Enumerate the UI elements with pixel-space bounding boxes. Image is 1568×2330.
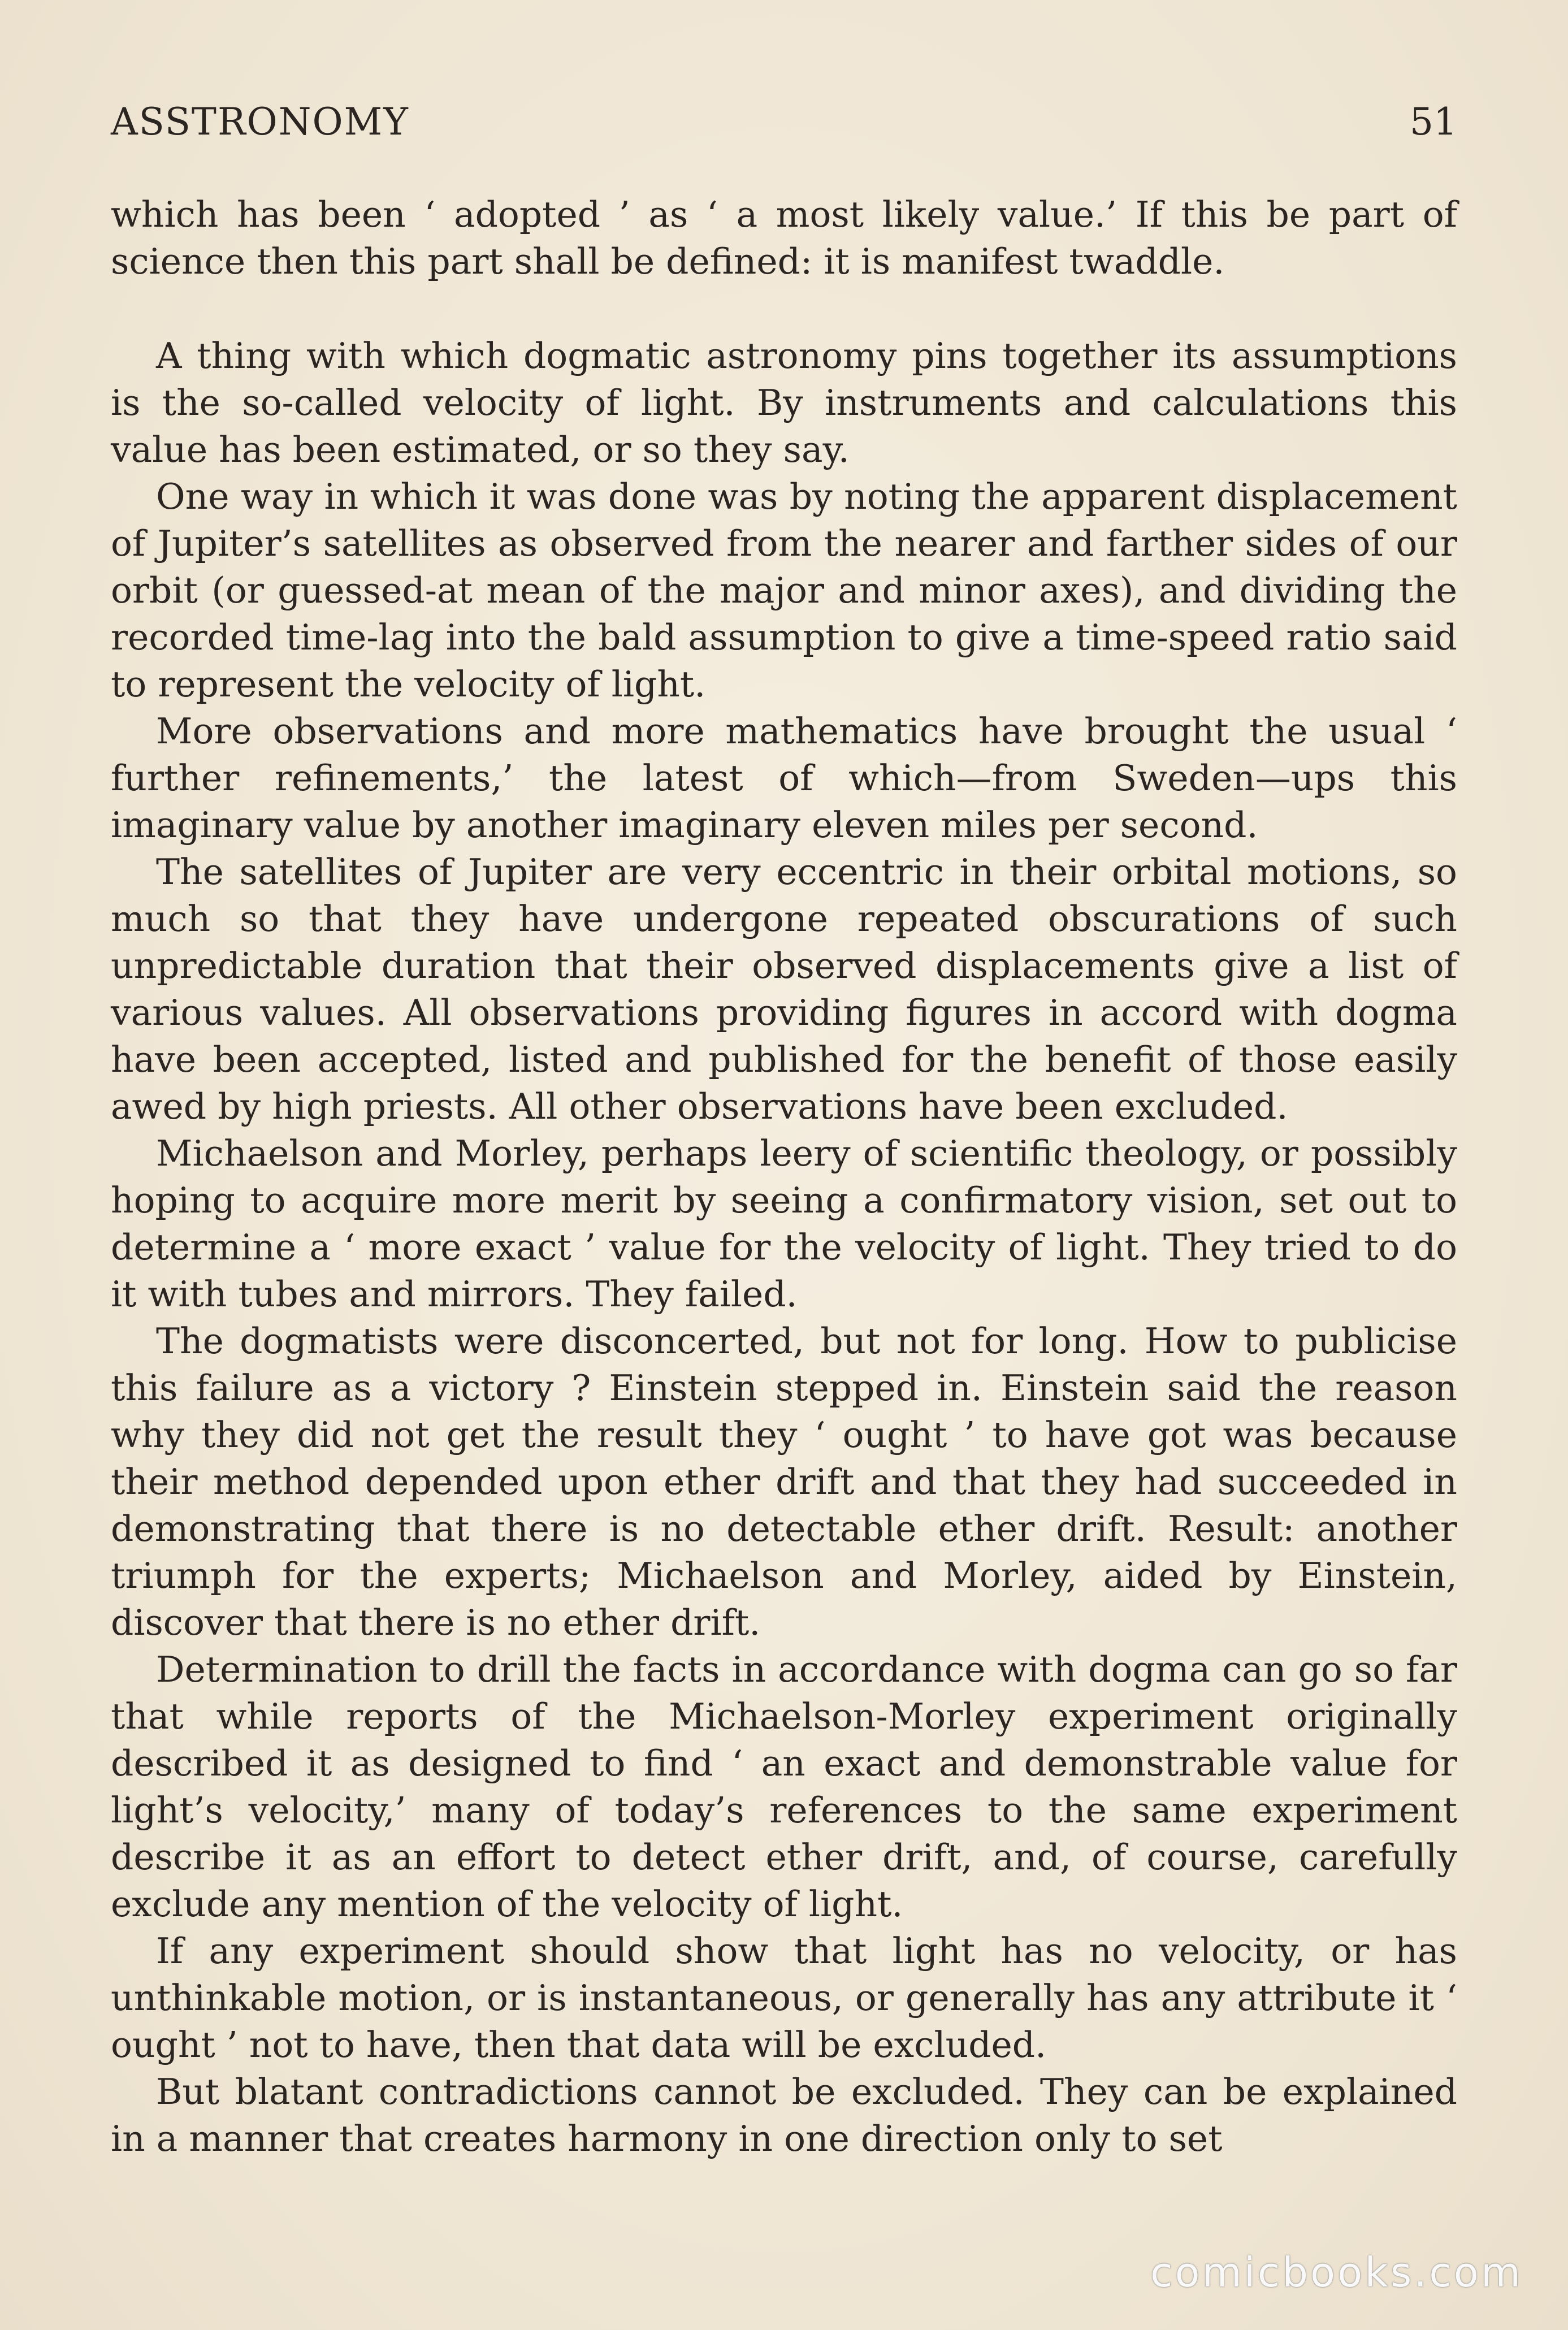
- paragraph-continued: which has been ‘ adopted ’ as ‘ a most likely value.’ If this be part of science then this part shall be defined: it is manifest twaddle.: [111, 194, 1457, 282]
- paragraph: Determination to drill the facts in accordance with dogma can go so far that while reports of the Michaelson-Morley experiment originally described it as designed to find ‘ an exact and demonstrable value for light’s velocity,’ many of today’s references to the same experiment describe it as an effort to detect ether drift, and, of course, carefully exclude any mention of the velocity of light.: [111, 1649, 1457, 1925]
- paragraph: The satellites of Jupiter are very eccentric in their orbital motions, so much so that they have undergone repeated obscurations of such unpredictable duration that their observed displacements give a list of various values. All observations providing figures in accord with dogma have been accepted, listed and published for the benefit of those easily awed by high priests. All other observations have been excluded.: [111, 851, 1457, 1127]
- paragraph: If any experiment should show that light has no velocity, or has unthinkable motion, or is instantaneous, or generally has any attribute it ‘ ought ’ not to have, then that data will be excluded.: [111, 1930, 1457, 2065]
- paragraph: More observations and more mathematics have brought the usual ‘ further refinements,’ the latest of which—from Sweden—ups this imaginary value by another imaginary eleven miles per second.: [111, 711, 1457, 846]
- paragraph: Michaelson and Morley, perhaps leery of scientific theology, or possibly hoping to acquire more merit by seeing a confirmatory vision, set out to determine a ‘ more exact ’ value for the velocity of light. They tried to do it with tubes and mirrors. They failed.: [111, 1133, 1457, 1315]
- page-number: 51: [1410, 100, 1457, 144]
- body-text: [111, 191, 1457, 2162]
- paragraph: One way in which it was done was by noting the apparent displacement of Jupiter’s satellites as observed from the nearer and farther sides of our orbit (or guessed-at mean of the major and minor axes), and dividing the recorded time-lag into the bald assumption to give a time-speed ratio said to represent the velocity of light.: [111, 476, 1457, 705]
- page-header: [111, 99, 1457, 145]
- site-watermark: comicbooks.com: [1150, 2249, 1523, 2296]
- running-head: ASSTRONOMY: [111, 100, 409, 144]
- paragraph-truncated: But blatant contradictions cannot be excluded. They can be explained in a manner that creates harmony in one direction only to set: [111, 2071, 1457, 2159]
- paragraph: The dogmatists were disconcerted, but not for long. How to publicise this failure as a victory ? Einstein stepped in. Einstein said the reason why they did not get the result they ‘ ought ’ to have got was because their method depended upon ether drift and that they had succeeded in demonstrating that there is no detectable ether drift. Result: another triumph for the experts; Michaelson and Morley, aided by Einstein, discover that there is no ether drift.: [111, 1320, 1457, 1643]
- paragraph: A thing with which dogmatic astronomy pins together its assumptions is the so-called velocity of light. By instruments and calculations this value has been estimated, or so they say.: [111, 335, 1457, 470]
